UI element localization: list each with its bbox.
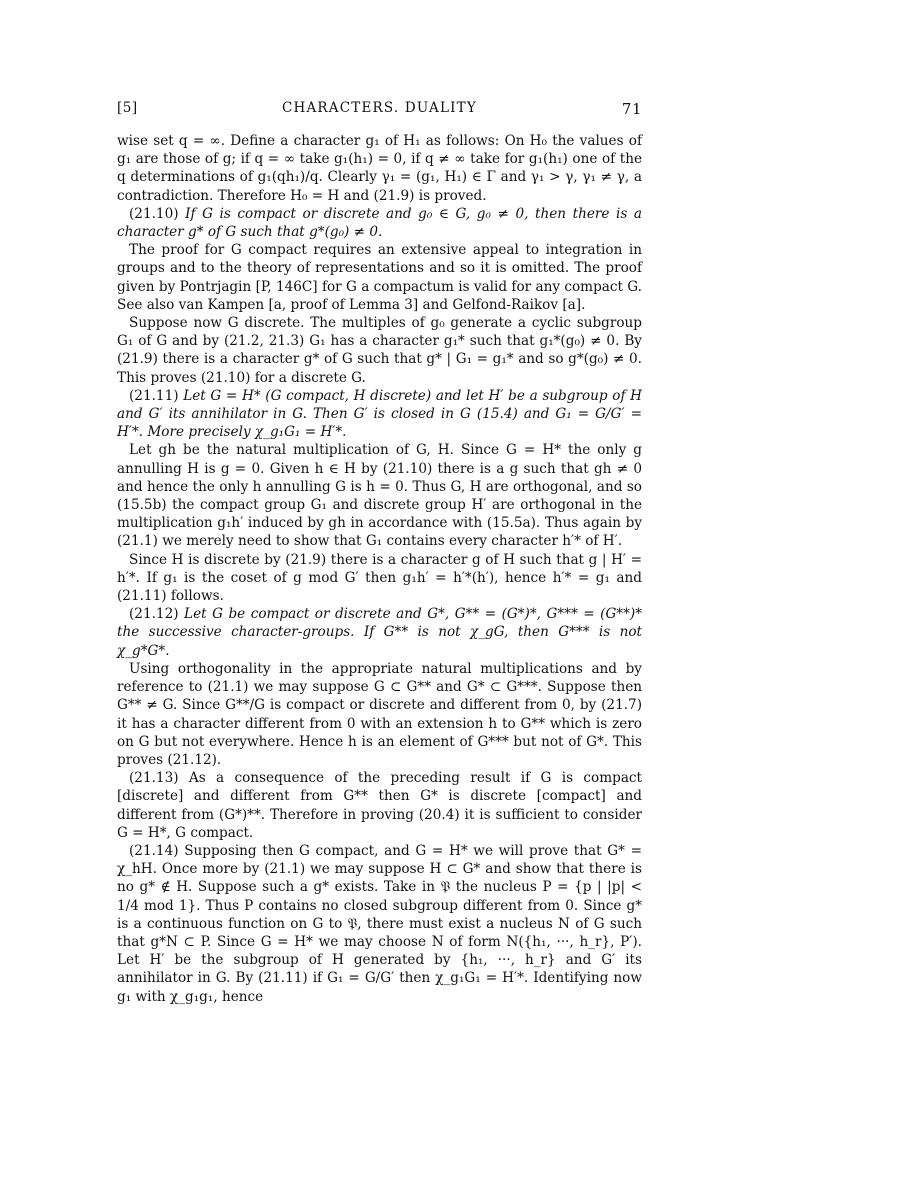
- paragraph: [117, 441, 642, 550]
- paragraph-text: The proof for G compact requires an extensive appeal to integration in groups and to the theory of representations and so it is omitted. The proof given by Pontrjagin [P, 146C] for G a compactum is valid for any compact G. See also van Kampen [a, proof of Lemma 3] and Gelfond-Raikov [a].: [117, 242, 642, 313]
- paragraph-text: Suppose now G discrete. The multiples of g₀ generate a cyclic subgroup G₁ of G and by (21.2, 21.3) G₁ has a character g₁* such that g₁*(g₀) ≠ 0. By (21.9) there is a character g* of G such that g* | G₁ = g₁* and so g*(g₀) ≠ 0. This proves (21.10) for a discrete G.: [117, 315, 642, 386]
- page-number: 71: [621, 100, 642, 118]
- paragraph-text: Let gh be the natural multiplication of G, H. Since G = H* the only g annulling H is g = 0. Given h ∈ H by (21.10) there is a g such that gh ≠ 0 and hence the only h annulling G is h = 0. Thus G, H are orthogonal, and so (15.5b) the compact group G₁ and discrete group H′ are orthogonal in the multiplication g₁h′ induced by gh in accordance with (15.5a). Thus again by (21.1) we merely need to show that G₁ contains every character h′* of H′.: [117, 442, 642, 550]
- section-marker: [5]: [117, 100, 138, 116]
- statement-text: If G is compact or discrete and g₀ ∈ G, g₀ ≠ 0, then there is a character g* of G such that g*(g₀) ≠ 0.: [117, 205, 642, 241]
- paragraph-text: (21.13) As a consequence of the preceding result if G is compact [discrete] and different from G** then G* is discrete [compact] and different from (G*)**. Therefore in proving (20.4) it is sufficient to consider G = H*, G compact.: [117, 770, 642, 841]
- running-header: [117, 100, 642, 122]
- paragraph: [117, 769, 642, 842]
- paragraph: [117, 551, 642, 606]
- paragraph-text: Since H is discrete by (21.9) there is a character g of H such that g | H′ = h′*. If g₁ is the coset of g mod G′ then g₁h′ = h′*(h′), hence h′* = g₁ and (21.11) follows.: [117, 551, 642, 605]
- statement-paragraph: [117, 387, 642, 442]
- statement-text: Let G = H* (G compact, H discrete) and let H′ be a subgroup of H and G′ its annihilator in G. Then G′ is closed in G (15.4) and G₁ = G/G′ = H′*. More precisely χ_g₁G₁ = H′*.: [117, 387, 642, 441]
- page: [117, 100, 642, 1006]
- paragraph: [117, 314, 642, 387]
- statement-label: (21.12): [129, 606, 179, 623]
- paragraph: [117, 842, 642, 1006]
- statement-text: Let G be compact or discrete and G*, G** = (G*)*, G*** = (G**)* the successive character-groups. If G** is not χ_gG, then G*** is not χ_g*G*.: [117, 606, 642, 659]
- statement-paragraph: [117, 205, 642, 241]
- paragraph-text: Using orthogonality in the appropriate natural multiplications and by reference to (21.1) we may suppose G ⊂ G** and G* ⊂ G***. Suppose then G** ≠ G. Since G**/G is compact or discrete and different from 0, by (21.7) it has a character different from 0 with an extension h to G** which is zero on G but not everywhere. Hence h is an element of G*** but not of G*. This proves (21.12).: [117, 660, 642, 768]
- statement-label: (21.11): [129, 387, 179, 404]
- paragraph: [117, 132, 642, 205]
- paragraph-text: (21.14) Supposing then G compact, and G = H* we will prove that G* = χ_hH. Once more by (21.1) we may suppose H ⊂ G* and show that there is no g* ∉ H. Suppose such a g* exists. Take in 𝔓 the nucleus P = {p | |p| < 1/4 mod 1}. Thus P contains no closed subgroup different from 0. Since g* is a continuous function on G to 𝔓, there must exist a nucleus N of G such that g*N ⊂ P. Since G = H* we may choose N of form N({h₁, ···, h_r}, P′). Let H′ be the subgroup of H generated by {h₁, ···, h_r} and G′ its annihilator in G. By (21.11) if G₁ = G/G′ then χ_g₁G₁ = H′*. Identifying now g₁ with χ_g₁g₁, hence: [117, 842, 642, 1005]
- statement-label: (21.10): [129, 205, 179, 222]
- page-body: [117, 132, 642, 1006]
- paragraph: [117, 660, 642, 769]
- statement-paragraph: [117, 605, 642, 660]
- paragraph: [117, 241, 642, 314]
- running-title: CHARACTERS. DUALITY: [281, 100, 478, 116]
- paragraph-text: wise set q = ∞. Define a character g₁ of H₁ as follows: On H₀ the values of g₁ are those of g; if q = ∞ take g₁(h₁) = 0, if q ≠ ∞ take for g₁(h₁) one of the q determinations of g₁(qh₁)/q. Clearly γ₁ = (g₁, H₁) ∈ Γ and γ₁ > γ, γ₁ ≠ γ, a contradiction. Therefore H₀ = H and (21.9) is proved.: [117, 133, 642, 204]
